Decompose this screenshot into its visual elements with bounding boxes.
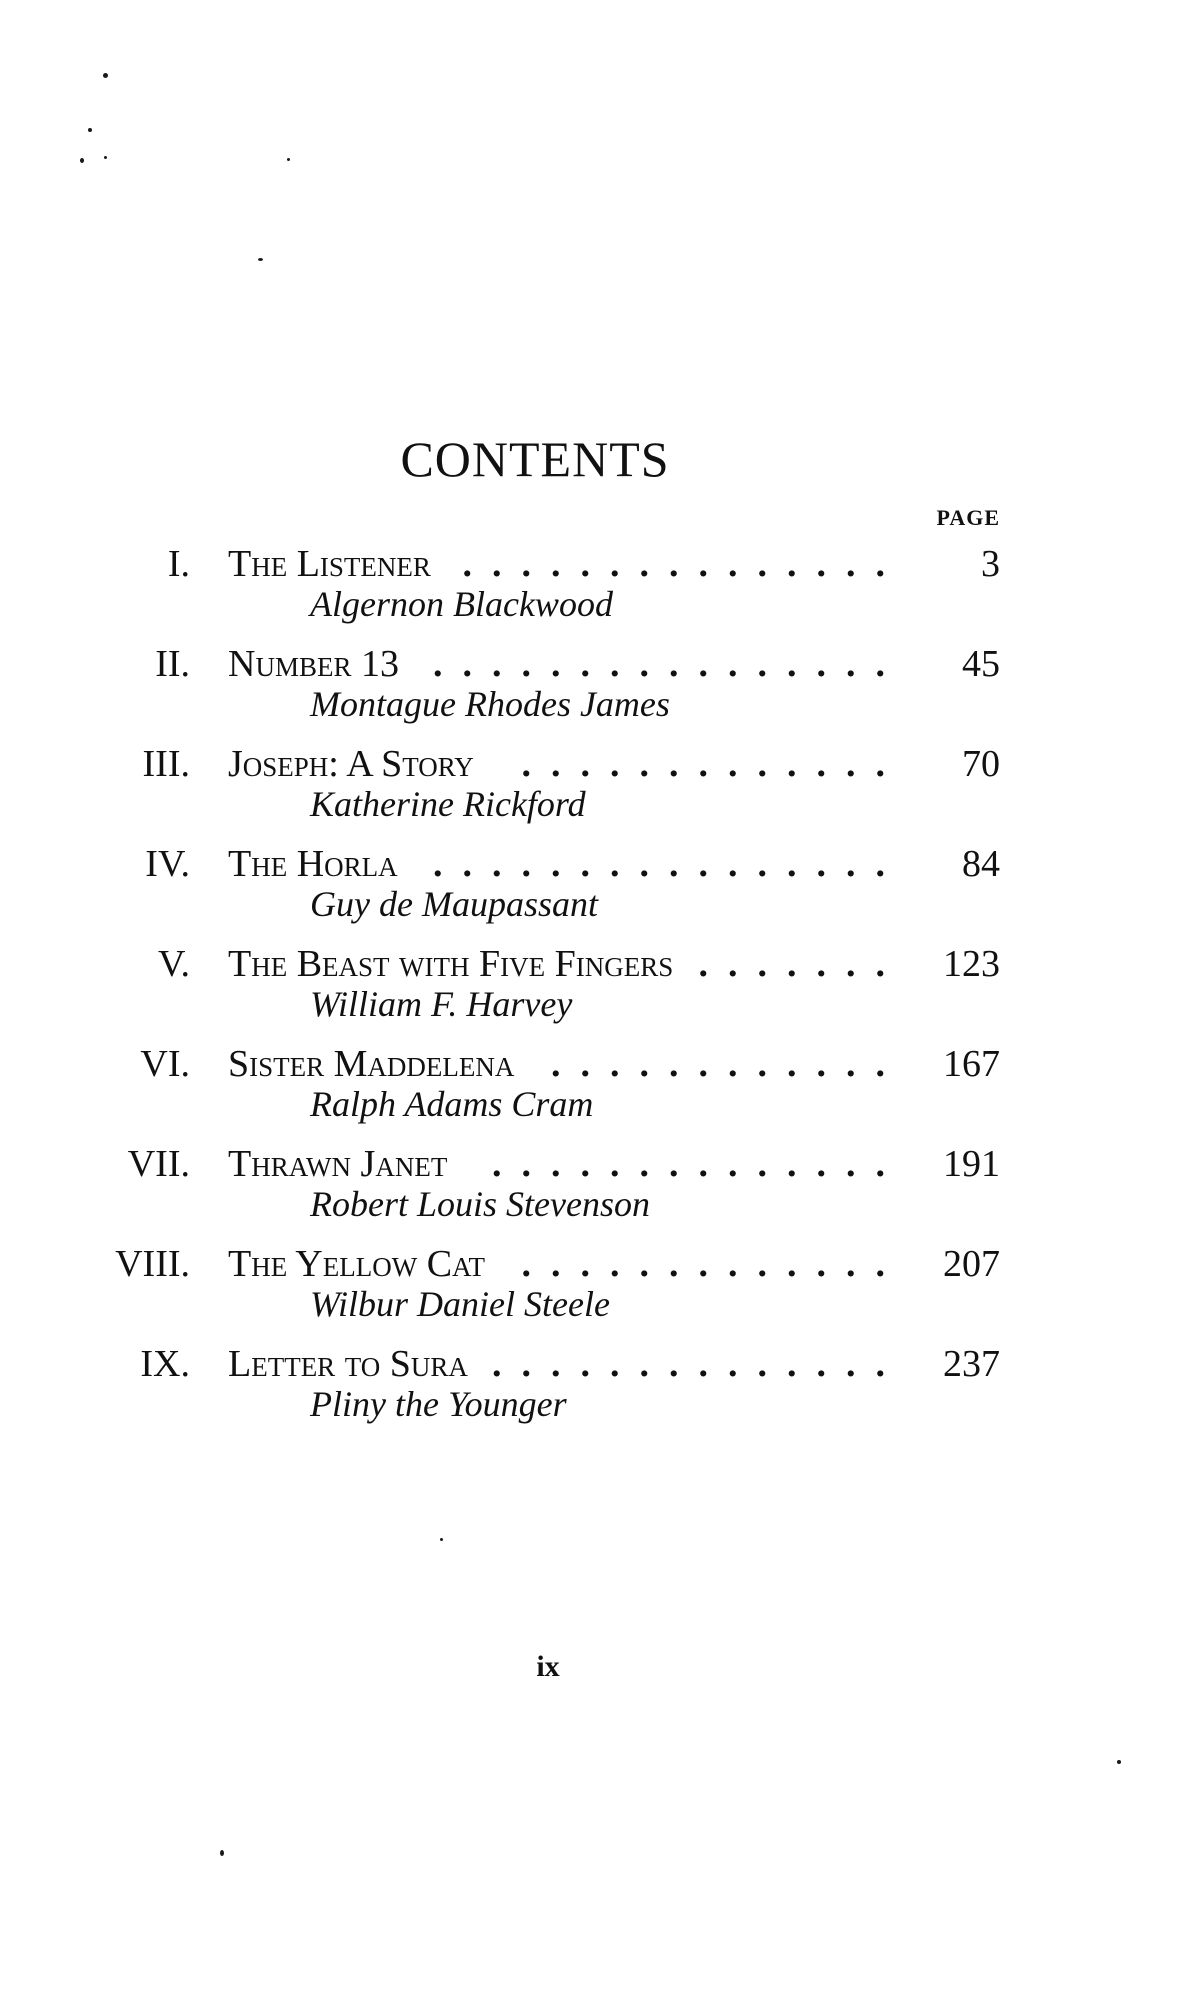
- page-number: 123: [943, 943, 1000, 985]
- dot-leader: .............: [521, 743, 905, 785]
- toc-entry: [0, 1240, 1202, 1340]
- print-speck: [103, 73, 108, 78]
- chapter-numeral: VII.: [127, 1143, 190, 1185]
- print-speck: [88, 128, 92, 132]
- story-author: Guy de Maupassant: [310, 884, 598, 924]
- chapter-numeral: I.: [167, 543, 190, 585]
- dot-leader: ................: [433, 843, 905, 885]
- story-title: Thrawn Janet: [228, 1143, 448, 1185]
- story-title: Number 13: [228, 643, 399, 685]
- toc-entry: [0, 640, 1202, 740]
- print-speck: [220, 1850, 224, 1856]
- print-speck: [80, 158, 84, 163]
- story-author: Katherine Rickford: [310, 784, 586, 824]
- chapter-numeral: IX.: [140, 1343, 190, 1385]
- table-of-contents: [0, 540, 1202, 1440]
- page-folio: ix: [536, 1650, 560, 1683]
- chapter-numeral: VI.: [140, 1043, 190, 1085]
- dot-leader: ..............: [492, 1143, 905, 1185]
- story-author: Montague Rhodes James: [310, 684, 670, 724]
- print-speck: [104, 156, 107, 159]
- toc-entry: [0, 1040, 1202, 1140]
- dot-leader: .............: [521, 1243, 905, 1285]
- story-title: Joseph: A Story: [228, 743, 474, 785]
- dot-leader: ................: [433, 643, 905, 685]
- page-number: 167: [943, 1043, 1000, 1085]
- story-title: The Beast with Five Fingers: [228, 943, 674, 985]
- story-author: Pliny the Younger: [310, 1384, 567, 1424]
- page-number: 191: [943, 1143, 1000, 1185]
- page-number: 237: [943, 1343, 1000, 1385]
- story-title: Letter to Sura: [228, 1343, 468, 1385]
- story-author: Robert Louis Stevenson: [310, 1184, 650, 1224]
- toc-entry: [0, 1340, 1202, 1440]
- chapter-numeral: III.: [142, 743, 190, 785]
- chapter-numeral: II.: [155, 643, 190, 685]
- chapter-numeral: IV.: [145, 843, 190, 885]
- toc-entry: [0, 740, 1202, 840]
- page-number: 3: [981, 543, 1000, 585]
- chapter-numeral: VIII.: [115, 1243, 190, 1285]
- story-author: Algernon Blackwood: [310, 584, 613, 624]
- story-author: Ralph Adams Cram: [310, 1084, 594, 1124]
- contents-heading: CONTENTS: [400, 431, 670, 487]
- print-speck: [287, 158, 290, 161]
- dot-leader: ............: [551, 1043, 905, 1085]
- chapter-numeral: V.: [157, 943, 190, 985]
- dot-leader: .......: [698, 943, 905, 985]
- toc-entry: [0, 1140, 1202, 1240]
- story-title: The Listener: [228, 543, 431, 585]
- toc-entry: [0, 940, 1202, 1040]
- story-title: The Horla: [228, 843, 398, 885]
- story-author: Wilbur Daniel Steele: [310, 1284, 610, 1324]
- page-number: 84: [962, 843, 1000, 885]
- story-author: William F. Harvey: [310, 984, 573, 1024]
- page-column-label: PAGE: [936, 505, 1000, 530]
- toc-entry: [0, 540, 1202, 640]
- print-speck: [258, 258, 263, 261]
- story-title: The Yellow Cat: [228, 1243, 486, 1285]
- dot-leader: ...............: [462, 543, 905, 585]
- print-speck: [440, 1538, 443, 1541]
- page-number: 207: [943, 1243, 1000, 1285]
- page-number: 70: [962, 743, 1000, 785]
- dot-leader: ..............: [492, 1343, 905, 1385]
- print-speck: [1117, 1760, 1121, 1764]
- page-number: 45: [962, 643, 1000, 685]
- toc-entry: [0, 840, 1202, 940]
- story-title: Sister Maddelena: [228, 1043, 515, 1085]
